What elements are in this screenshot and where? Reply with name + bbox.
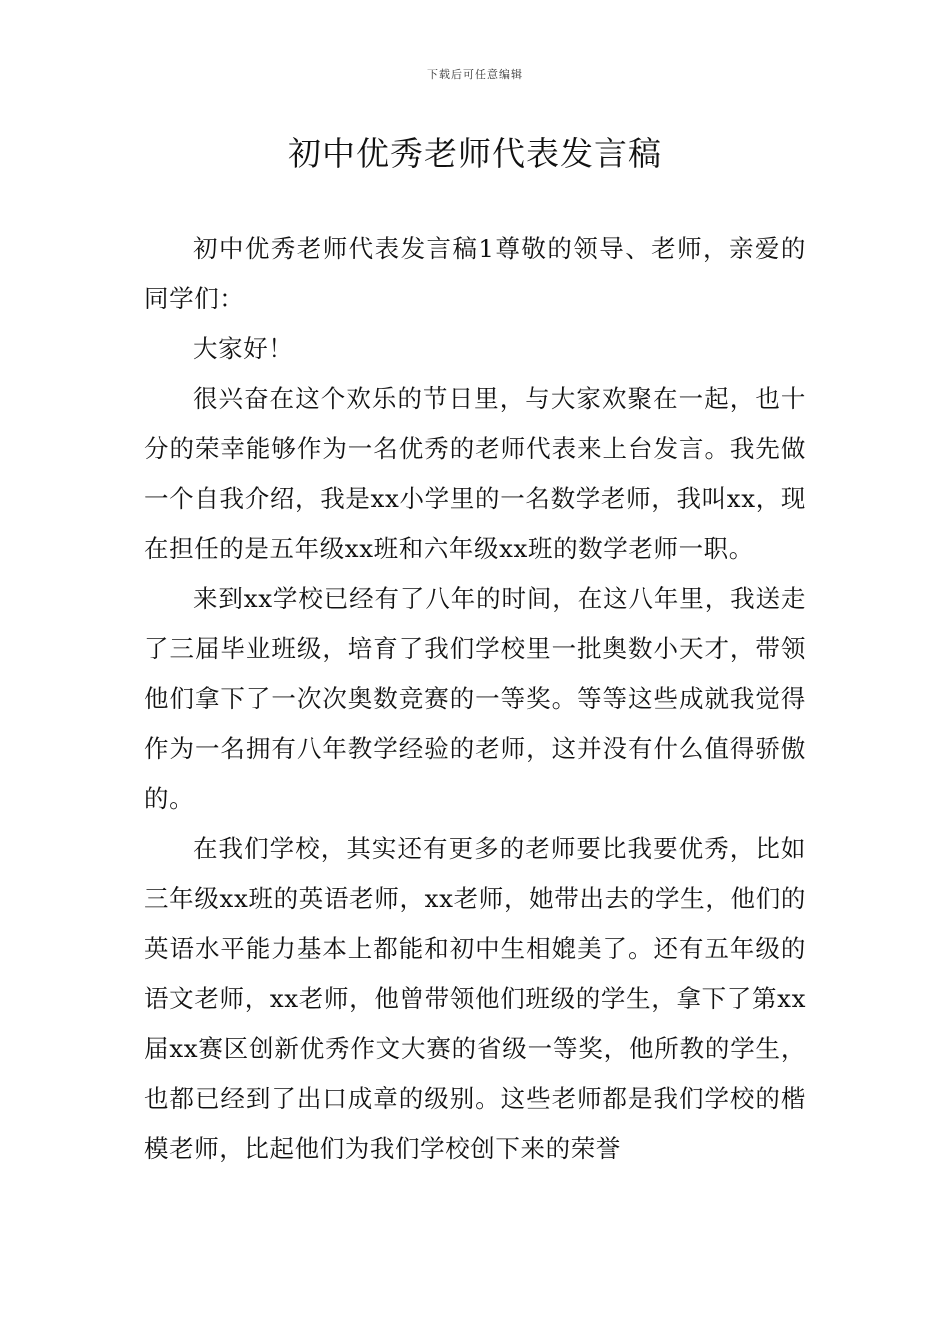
paragraph-colleagues: 在我们学校，其实还有更多的老师要比我要优秀，比如三年级xx班的英语老师，xx老师，她带出去的学生，他们的英语水平能力基本上都能和初中生相媲美了。还有五年级的语文老师，xx老师，他曾带领他们班级的学生，拿下了第xx届xx赛区创新优秀作文大赛的省级一等奖，他所教的学生，也都已经到了出口成章的级别。这些老师都是我们学校的楷模老师，比起他们为我们学校创下来的荣誉 [144,834,806,1163]
paragraph-experience: 来到xx学校已经有了八年的时间，在这八年里，我送走了三届毕业班级，培育了我们学校里一批奥数小天才，带领他们拿下了一次次奥数竞赛的一等奖。等等这些成就我觉得作为一名拥有八年教学经验的老师，这并没有什么值得骄傲的。 [144,584,806,813]
paragraph-introduction: 很兴奋在这个欢乐的节日里，与大家欢聚在一起，也十分的荣幸能够作为一名优秀的老师代表来上台发言。我先做一个自我介绍，我是xx小学里的一名数学老师，我叫xx，现在担任的是五年级xx班和六年级xx班的数学老师一职。 [144,384,806,563]
paragraph-hello: 大家好！ [193,334,294,363]
paragraph-greeting: 初中优秀老师代表发言稿1尊敬的领导、老师，亲爱的同学们： [144,234,806,313]
document-title: 初中优秀老师代表发言稿 [288,134,662,173]
document-body [144,224,806,1174]
header-note: 下载后可任意编辑 [427,68,523,81]
